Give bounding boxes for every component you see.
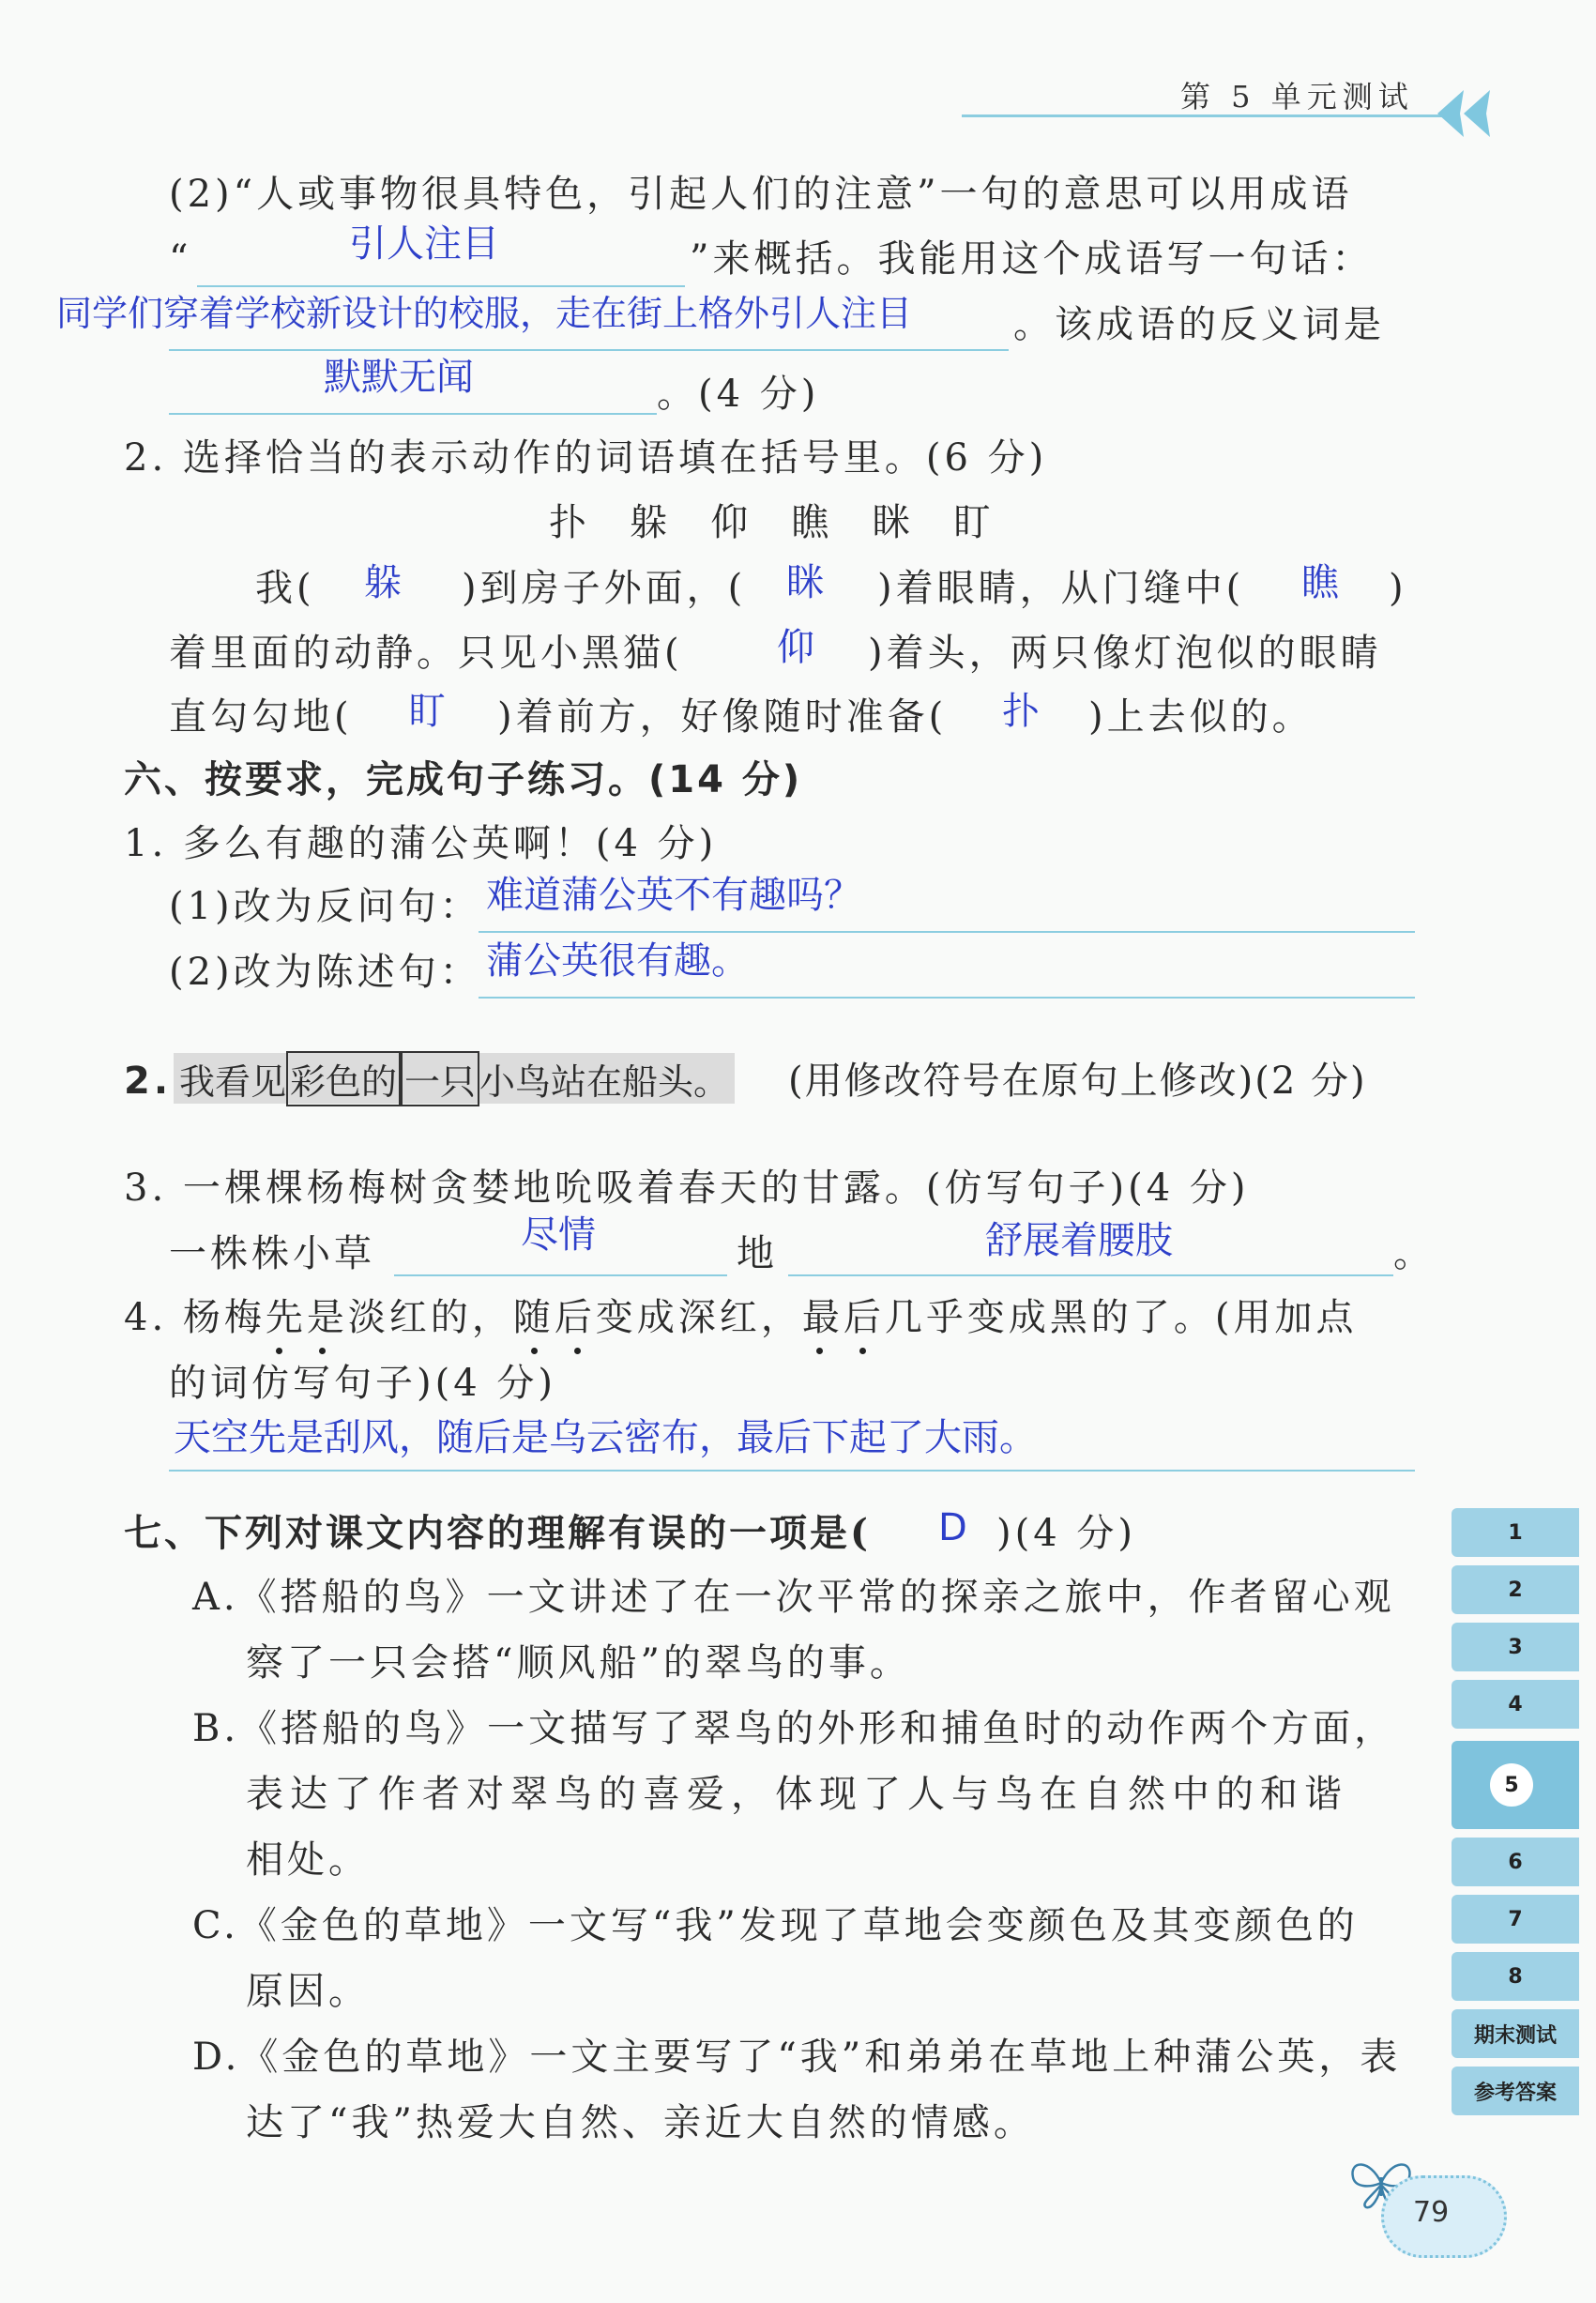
- side-tab-unit-5-badge: 5: [1490, 1763, 1533, 1807]
- q2-answer-5: 盯: [408, 690, 446, 733]
- side-tab-unit-3[interactable]: 3: [1452, 1623, 1579, 1671]
- q1-2-line1: (2)“人或事物很具特色，引起人们的注意”一句的意思可以用成语: [169, 173, 1353, 216]
- sec6-q3-blank2: [788, 1274, 1393, 1276]
- sec6-q3-blank1: [394, 1274, 727, 1276]
- section-6-title: 六、按要求，完成句子练习。(14 分): [124, 758, 803, 801]
- sec6-q2-num: 2.: [124, 1060, 173, 1103]
- sec6-q4-answer: 天空先是刮风，随后是乌云密布，最后下起了大雨。: [174, 1416, 1037, 1459]
- side-tab-unit-6[interactable]: 6: [1452, 1838, 1579, 1886]
- q1-2-sentence-blank: [169, 349, 1009, 351]
- option-d-line2: 达了“我”热爱大自然、亲近大自然的情感。: [246, 2101, 1035, 2144]
- q1-2-idiom-answer: 引人注目: [349, 222, 499, 266]
- sec6-q3-mid: 地: [737, 1232, 778, 1275]
- emphasis-dot: [319, 1348, 326, 1354]
- sec6-q2-instruction: (用修改符号在原句上修改)(2 分): [788, 1060, 1367, 1103]
- q2-line3b: )着前方，好像随时准备(: [497, 695, 948, 739]
- sec6-q2-s1: 我看见: [179, 1060, 287, 1103]
- page-number: 79: [1413, 2196, 1450, 2229]
- side-tab-unit-4[interactable]: 4: [1452, 1680, 1579, 1729]
- section-7-answer: D: [938, 1506, 967, 1549]
- q2-line1a: 我(: [255, 567, 315, 610]
- q2-answer-6: 扑: [1002, 690, 1040, 733]
- q2-line1c: )着眼睛，从门缝中(: [877, 567, 1245, 610]
- emphasis-dot: [816, 1348, 823, 1354]
- q2-line1d: ): [1389, 567, 1407, 610]
- q1-2-line3-rest: 。该成语的反义词是: [1013, 303, 1385, 346]
- side-tab-final-test[interactable]: 期末测试: [1452, 2009, 1579, 2058]
- q2-line3a: 直勾勾地(: [169, 695, 353, 739]
- sec6-q1: 1. 多么有趣的蒲公英啊！(4 分): [124, 822, 718, 865]
- q2-line1b: )到房子外面，(: [462, 567, 747, 610]
- header-rule: [962, 114, 1450, 117]
- sec6-q3-end: 。: [1393, 1232, 1435, 1275]
- option-b-line2: 表达了作者对翠鸟的喜爱，体现了人与鸟在自然中的和谐: [246, 1773, 1348, 1816]
- double-arrow-icon: [1434, 86, 1494, 141]
- sec6-q1b-label: (2)改为陈述句：: [169, 951, 481, 994]
- q2-answer-3: 瞧: [1301, 561, 1339, 604]
- emphasis-dot: [531, 1348, 538, 1354]
- side-tab-unit-7[interactable]: 7: [1452, 1895, 1579, 1944]
- q1-2-antonym-blank: [169, 413, 657, 415]
- side-tab-unit-8[interactable]: 8: [1452, 1952, 1579, 2001]
- q1-2-line4-rest: 。(4 分): [657, 373, 820, 416]
- q2-answer-2: 眯: [786, 561, 824, 604]
- option-d-line1: D.《金色的草地》一文主要写了“我”和弟弟在草地上种蒲公英，表: [192, 2036, 1402, 2079]
- q2-line3c: )上去似的。: [1088, 695, 1314, 739]
- sec6-q2-sentence: [174, 1053, 735, 1104]
- sec6-q4-line2: 的词仿写句子)(4 分): [169, 1362, 556, 1405]
- section-7-title-a: 七、下列对课文内容的理解有误的一项是(: [124, 1511, 871, 1555]
- sec6-q4-blank: [169, 1470, 1415, 1472]
- side-tab-answer-key[interactable]: 参考答案: [1452, 2067, 1579, 2115]
- emphasis-dot: [574, 1348, 581, 1354]
- sec6-q2-box1: 彩色的: [286, 1051, 401, 1106]
- side-tab-unit-2[interactable]: 2: [1452, 1565, 1579, 1614]
- sec6-q3-start: 一株株小草: [169, 1232, 375, 1275]
- q2-word-bank: 扑 躲 仰 瞧 眯 盯: [549, 501, 993, 544]
- q2-answer-1: 躲: [364, 561, 402, 604]
- emphasis-dot: [276, 1348, 282, 1354]
- sec6-q1b-answer: 蒲公英很有趣。: [486, 939, 749, 983]
- sec6-q1b-blank: [479, 997, 1415, 999]
- option-c-line2: 原因。: [246, 1970, 370, 2013]
- emphasis-dot: [859, 1348, 866, 1354]
- sec6-q1a-blank: [479, 931, 1415, 933]
- section-7-title-b: )(4 分): [996, 1512, 1136, 1555]
- side-tab-unit-1[interactable]: 1: [1452, 1508, 1579, 1557]
- unit-test-header: 第 5 单元测试: [1180, 79, 1414, 114]
- q2-line2a: 着里面的动静。只见小黑猫(: [169, 632, 683, 675]
- q1-2-idiom-blank: [197, 285, 685, 287]
- sec6-q4-line1: 4. 杨梅先是淡红的，随后变成深红，最后几乎变成黑的了。(用加点: [124, 1296, 1358, 1339]
- q2-title: 2. 选择恰当的表示动作的词语填在括号里。(6 分): [124, 436, 1048, 480]
- sec6-q1a-label: (1)改为反问句：: [169, 885, 481, 928]
- sec6-q2-s2: 小鸟站在船头。: [479, 1060, 730, 1103]
- option-b-line1: B.《搭船的鸟》一文描写了翠鸟的外形和捕鱼时的动作两个方面，: [192, 1707, 1396, 1750]
- q1-2-sentence-answer: 同学们穿着学校新设计的校服，走在街上格外引人注目: [56, 293, 913, 334]
- sec6-q2-box2: 一只: [401, 1051, 479, 1106]
- side-tab-unit-5[interactable]: [1452, 1741, 1579, 1829]
- option-c-line1: C.《金色的草地》一文写“我”发现了草地会变颜色及其变颜色的: [192, 1904, 1359, 1947]
- q2-answer-4: 仰: [777, 626, 814, 669]
- q1-2-open-quote: “: [169, 237, 192, 281]
- sec6-q3-answer2: 舒展着腰肢: [985, 1219, 1173, 1262]
- q1-2-antonym-answer: 默默无闻: [324, 356, 474, 399]
- q2-line2b: )着头，两只像灯泡似的眼睛: [868, 632, 1382, 675]
- option-a-line2: 察了一只会搭“顺风船”的翠鸟的事。: [246, 1641, 911, 1685]
- sec6-q3-answer1: 尽情: [521, 1213, 596, 1257]
- option-b-line3: 相处。: [246, 1838, 370, 1882]
- sec6-q1a-answer: 难道蒲公英不有趣吗？: [486, 874, 861, 917]
- sec6-q3: 3. 一棵棵杨梅树贪婪地吮吸着春天的甘露。(仿写句子)(4 分): [124, 1167, 1250, 1210]
- option-a-line1: A.《搭船的鸟》一文讲述了在一次平常的探亲之旅中，作者留心观: [192, 1576, 1395, 1619]
- q1-2-line2-rest: ”来概括。我能用这个成语写一句话：: [690, 237, 1374, 281]
